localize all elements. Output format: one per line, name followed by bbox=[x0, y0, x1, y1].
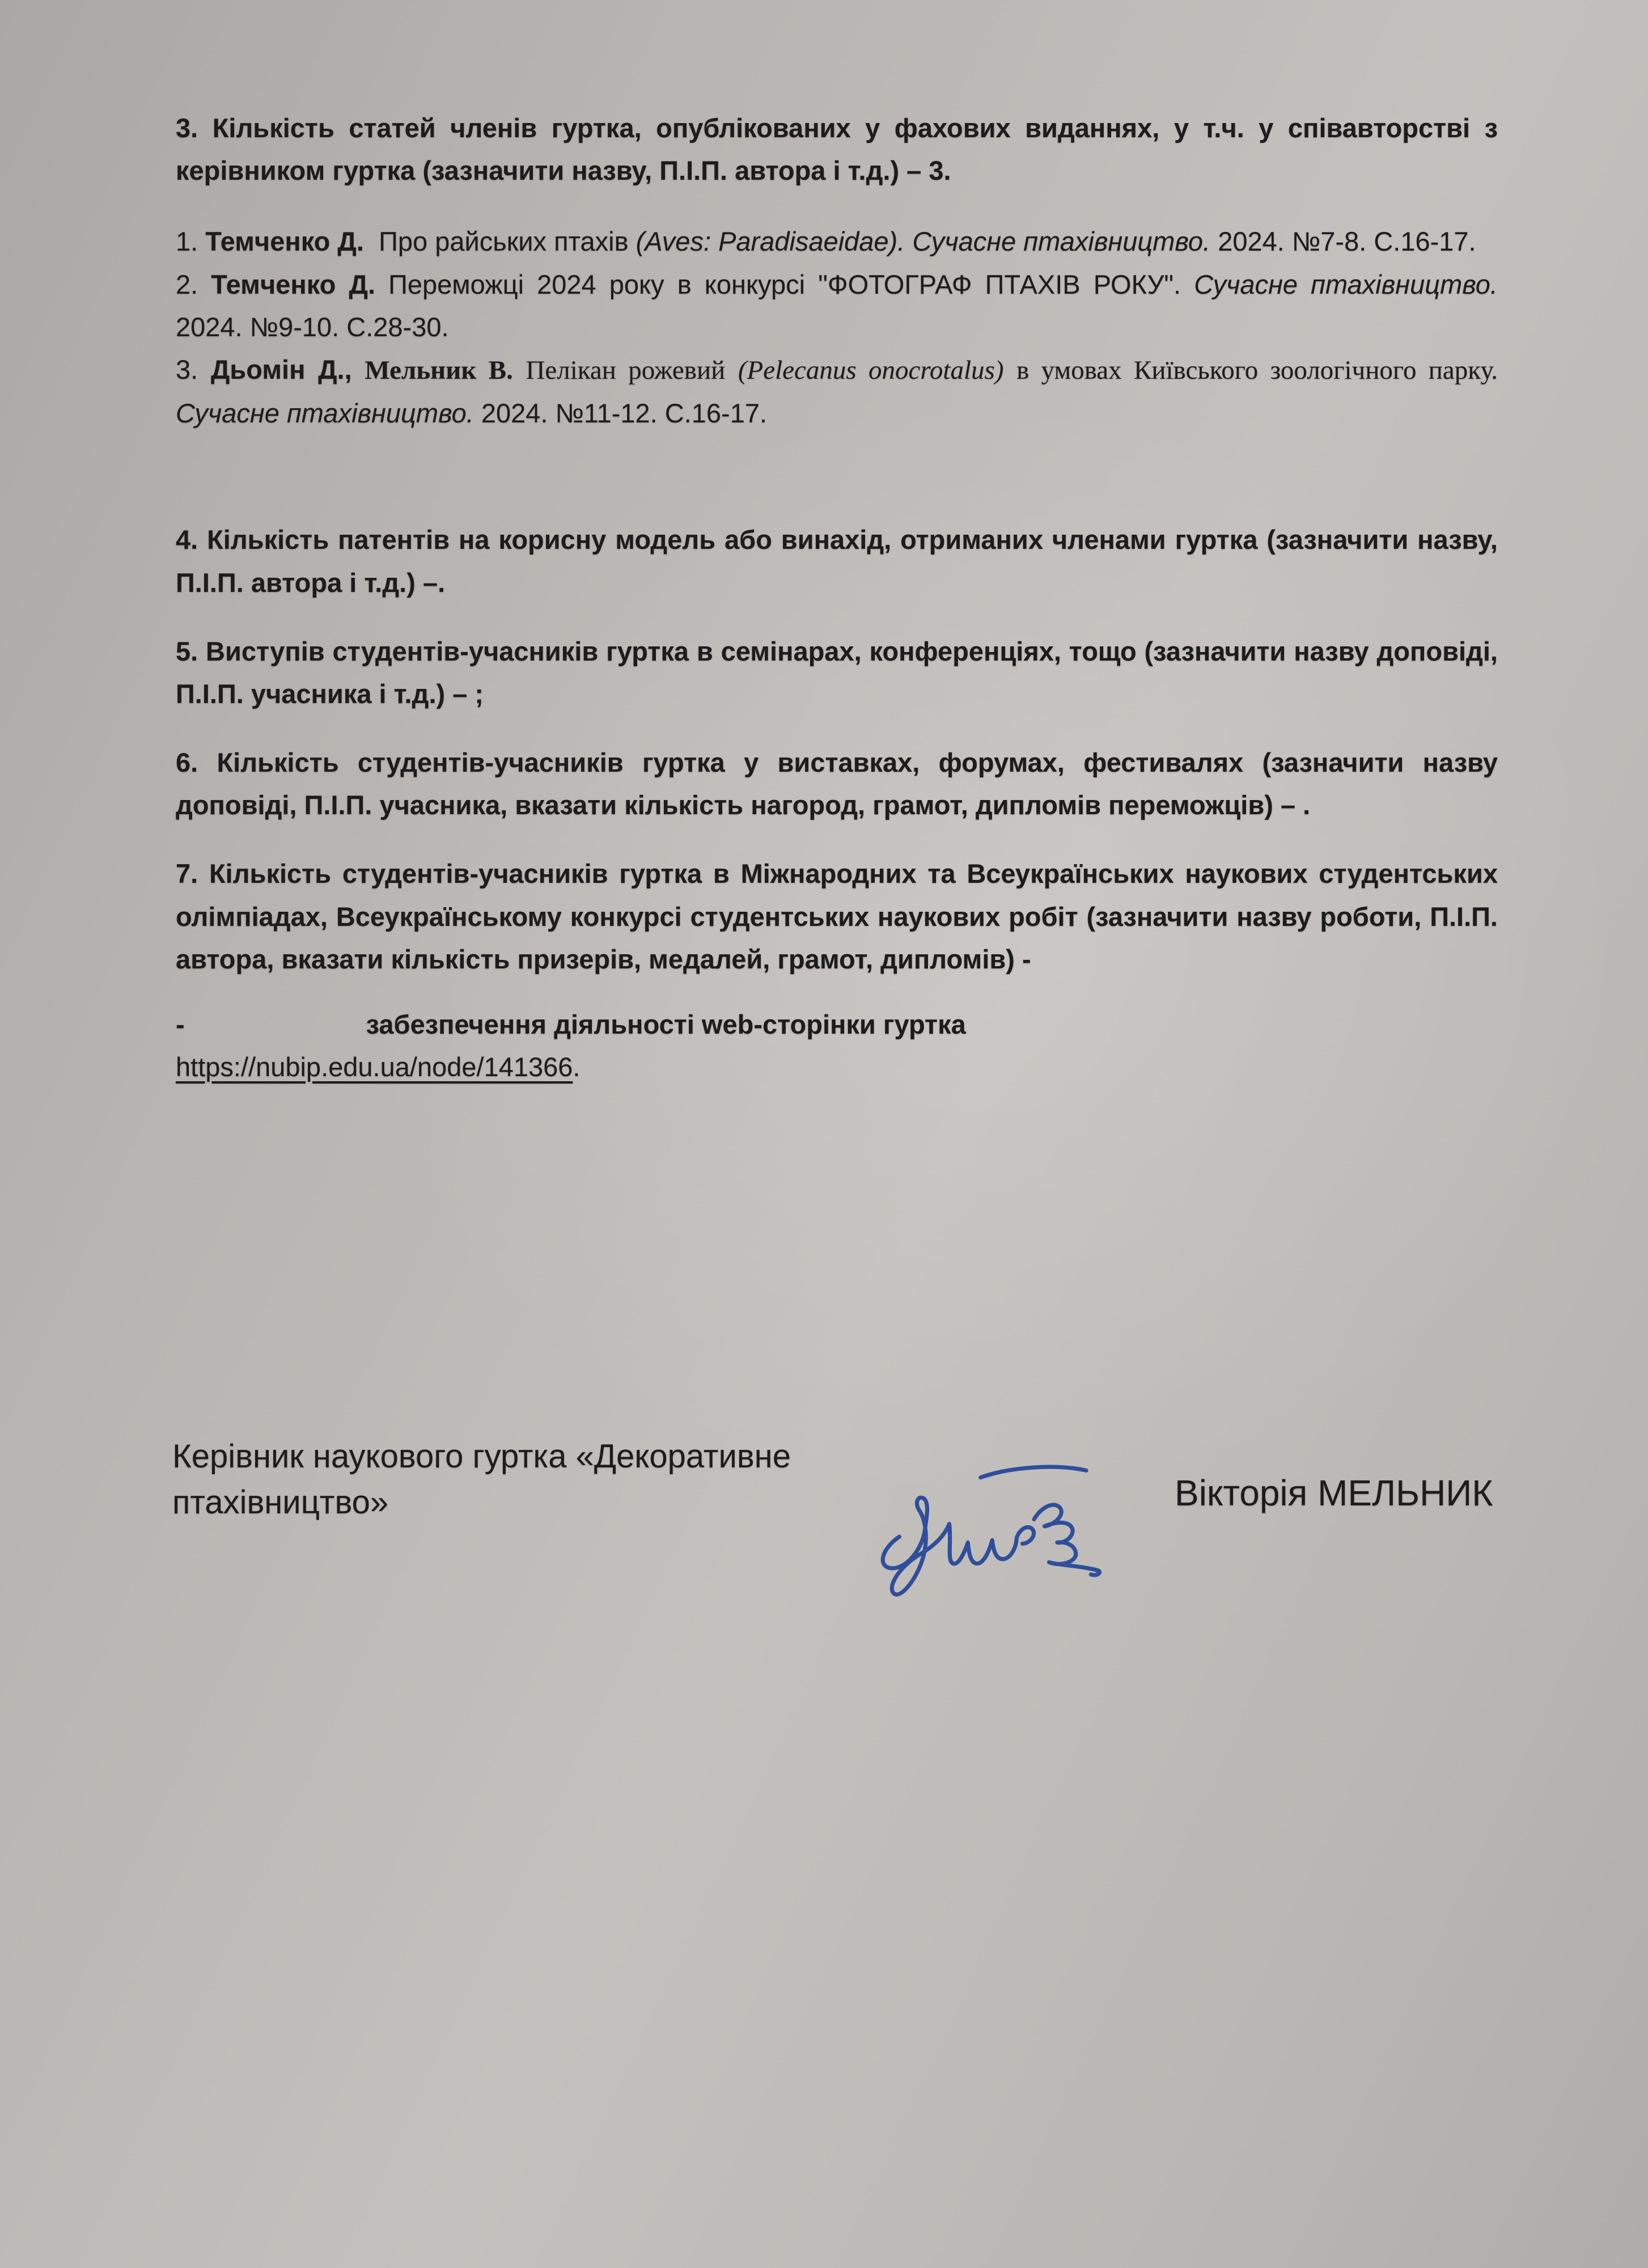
section-4-text: 4. Кількість патентів на корисну модель або винахід, отриманих членами гуртка (зазначити назву, П.І.П. автора і т.д.) –. bbox=[176, 524, 1498, 598]
journal-name: Сучасне птахівництво. bbox=[1194, 269, 1498, 299]
publication-1 bbox=[176, 220, 1498, 263]
publication-issue: 2024. №9-10. С.28-30. bbox=[176, 311, 449, 342]
web-link[interactable]: https://nubip.edu.ua/node/141366 bbox=[176, 1052, 573, 1082]
publication-author: Темченко Д. bbox=[211, 269, 376, 299]
publication-3 bbox=[176, 348, 1498, 434]
publication-title: Переможці 2024 року в конкурсі "ФОТОГРАФ ПТАХІВ РОКУ". bbox=[388, 269, 1181, 299]
publication-author: Дьомін Д., bbox=[210, 354, 352, 384]
publication-number: 3. bbox=[176, 354, 198, 384]
publication-title: Пелікан рожевий bbox=[526, 355, 726, 385]
publication-number: 1. bbox=[176, 226, 198, 257]
signature-stroke-bar bbox=[981, 1467, 1086, 1478]
link-period: . bbox=[573, 1052, 581, 1082]
journal-name: Сучасне птахівництво. bbox=[176, 398, 474, 429]
species-name: (Pelecanus onocrotalus) bbox=[738, 355, 1004, 385]
publication-issue: 2024. №11-12. С.16-17. bbox=[481, 398, 768, 429]
publications-list bbox=[176, 220, 1498, 434]
signature-stroke-end bbox=[1034, 1505, 1100, 1575]
section-3-heading: 3. Кількість статей членів гуртка, опублікованих у фахових виданнях, у т.ч. у співавторстві з керівником гуртка (зазначити назву, П.І.П. автора і т.д.) – 3. bbox=[176, 113, 1498, 186]
publication-author: Темченко Д. bbox=[205, 226, 364, 257]
publication-issue: 2024. №7-8. С.16-17. bbox=[1218, 226, 1476, 257]
signature-role: Керівник наукового гуртка «Декоративне птахівництво» bbox=[172, 1438, 791, 1521]
document-content bbox=[176, 107, 1498, 1088]
section-5-text: 5. Виступів студентів-учасників гуртка в семінарах, конференціях, тощо (зазначити назву доповіді, П.І.П. учасника і т.д.) – ; bbox=[176, 636, 1498, 709]
web-activity-label: забезпечення діяльності web-сторінки гуртка bbox=[366, 1009, 966, 1039]
publication-title: Про райських птахів bbox=[379, 226, 629, 257]
signee-name: Вікторія МЕЛЬНИК bbox=[1175, 1472, 1493, 1513]
signature-ink bbox=[865, 1449, 1108, 1613]
species-name: (Aves: Paradisaeidae). bbox=[636, 226, 905, 257]
section-6-text: 6. Кількість студентів-учасників гуртка у виставках, форумах, фестивалях (зазначити назву доповіді, П.І.П. учасника, вказати кількість нагород, грамот, дипломів переможців) – . bbox=[176, 747, 1498, 820]
web-dash: - bbox=[176, 1009, 185, 1039]
web-activity-line bbox=[176, 1003, 1498, 1046]
section-7-text: 7. Кількість студентів-учасників гуртка в Міжнародних та Всеукраїнських наукових студентських олімпіадах, Всеукраїнському конкурсі студентських наукових робіт (зазначити назву роботи, П.І.П. автора, вказати кількість призерів, медалей, грамот, дипломів) - bbox=[176, 858, 1498, 974]
publication-text: в умовах Київського зоологічного парку. bbox=[1016, 355, 1498, 385]
web-link-line bbox=[176, 1046, 1498, 1088]
journal-name: Сучасне птахівництво. bbox=[912, 226, 1211, 257]
publication-number: 2. bbox=[176, 269, 198, 299]
publication-2 bbox=[176, 263, 1498, 348]
signature-stroke-main bbox=[883, 1497, 1033, 1594]
publication-author-2: Мельник В. bbox=[365, 355, 513, 385]
